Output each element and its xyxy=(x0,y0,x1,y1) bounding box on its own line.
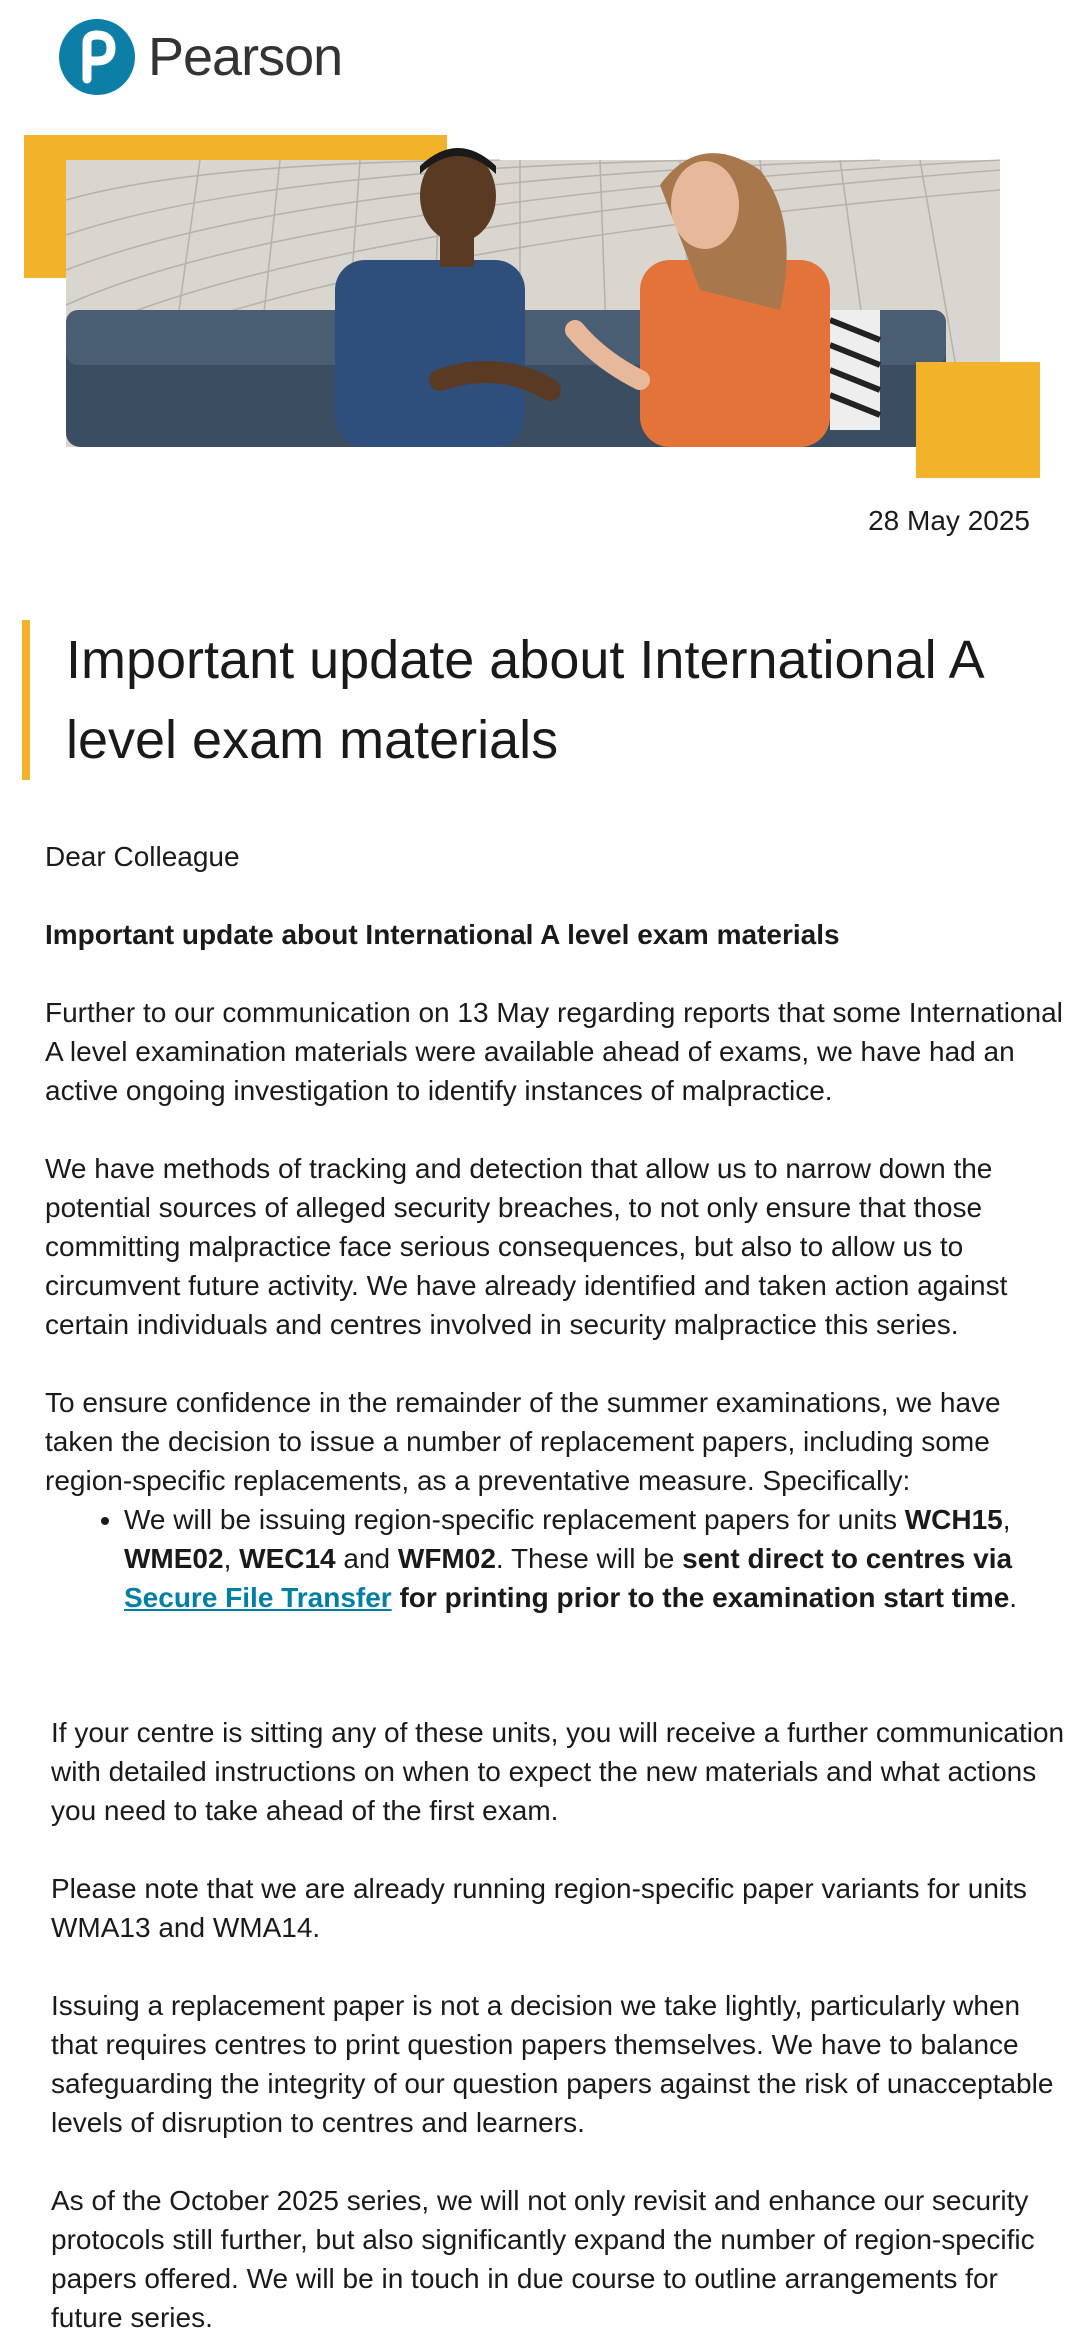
bullet-bold-delivery: sent direct to centres via xyxy=(682,1543,1013,1574)
bullet-text-middle: . These will be xyxy=(495,1543,683,1574)
paragraph-decision: Issuing a replacement paper is not a decision we take lightly, particularly when that requires centres to print question papers themselves. We have to balance safeguarding the integrity of our question papers against the risk of unacceptable levels of disruption to centres and learners. xyxy=(51,1990,1054,2138)
unit-wch15: WCH15 xyxy=(904,1504,1003,1535)
hero-accent-bottom-right xyxy=(916,362,1040,478)
title-block xyxy=(22,620,1080,780)
bullet-text-intro: We will be issuing region-specific replacement papers for units xyxy=(124,1504,905,1535)
paragraph-tracking: We have methods of tracking and detection that allow us to narrow down the potential sources of alleged security breaches, to not only ensure that those committing malpractice face serious consequences, but also to allow us to circumvent future activity. We have already identified and taken action against certain individuals and centres involved in security malpractice this series. xyxy=(45,1153,1008,1340)
bullet-separator-3: and xyxy=(335,1543,398,1574)
brand-wordmark: Pearson xyxy=(148,27,343,87)
unit-wec14: WEC14 xyxy=(239,1543,336,1574)
page-title: Important update about International A level exam materials xyxy=(66,630,982,770)
list-item-replacement-units xyxy=(124,1500,1065,1617)
replacement-list xyxy=(45,1500,1065,1617)
greeting: Dear Colleague xyxy=(45,841,240,872)
person-right-face xyxy=(671,161,739,249)
pearson-logo[interactable] xyxy=(58,16,342,98)
paragraph-october-series: As of the October 2025 series, we will not only revisit and enhance our security protocols still further, but also significantly expand the number of region-specific papers offered. We will be in touch in due course to outline arrangements for future series. xyxy=(51,2185,1035,2333)
unit-wfm02: WFM02 xyxy=(397,1543,496,1574)
paragraph-investigation: Further to our communication on 13 May regarding reports that some International A level examination materials were available ahead of exams, we have had an active ongoing investigation to identify instances of malpractice. xyxy=(45,997,1063,1106)
subject-heading xyxy=(45,915,1065,954)
secure-file-transfer-link[interactable]: Secure File Transfer xyxy=(124,1582,392,1613)
pearson-logo-icon xyxy=(58,16,136,98)
email-body-continued xyxy=(51,1713,1071,2337)
paragraph-region-variants: Please note that we are already running region-specific paper variants for units WMA13 and WMA14. xyxy=(51,1873,1027,1943)
bullet-separator-1: , xyxy=(1002,1504,1011,1535)
bullet-bold-printing: for printing prior to the examination start time xyxy=(391,1582,1010,1613)
email-date: 28 May 2025 xyxy=(868,505,1030,536)
paragraph-further-communication: If your centre is sitting any of these units, you will receive a further communication with detailed instructions on when to expect the new materials and what actions you need to take ahead of the first exam. xyxy=(51,1717,1065,1826)
unit-wme02: WME02 xyxy=(124,1543,224,1574)
hero-image xyxy=(0,130,1080,480)
email-body xyxy=(45,837,1065,1617)
subject-heading-text: Important update about International A level exam materials xyxy=(45,919,840,950)
bullet-end: . xyxy=(1009,1582,1018,1613)
paragraph-replacement: To ensure confidence in the remainder of the summer examinations, we have taken the decision to issue a number of replacement papers, including some region-specific replacements, as a preventative measure. Specifically: xyxy=(45,1387,1001,1496)
bullet-separator-2: , xyxy=(223,1543,240,1574)
person-left-shirt xyxy=(335,260,525,447)
